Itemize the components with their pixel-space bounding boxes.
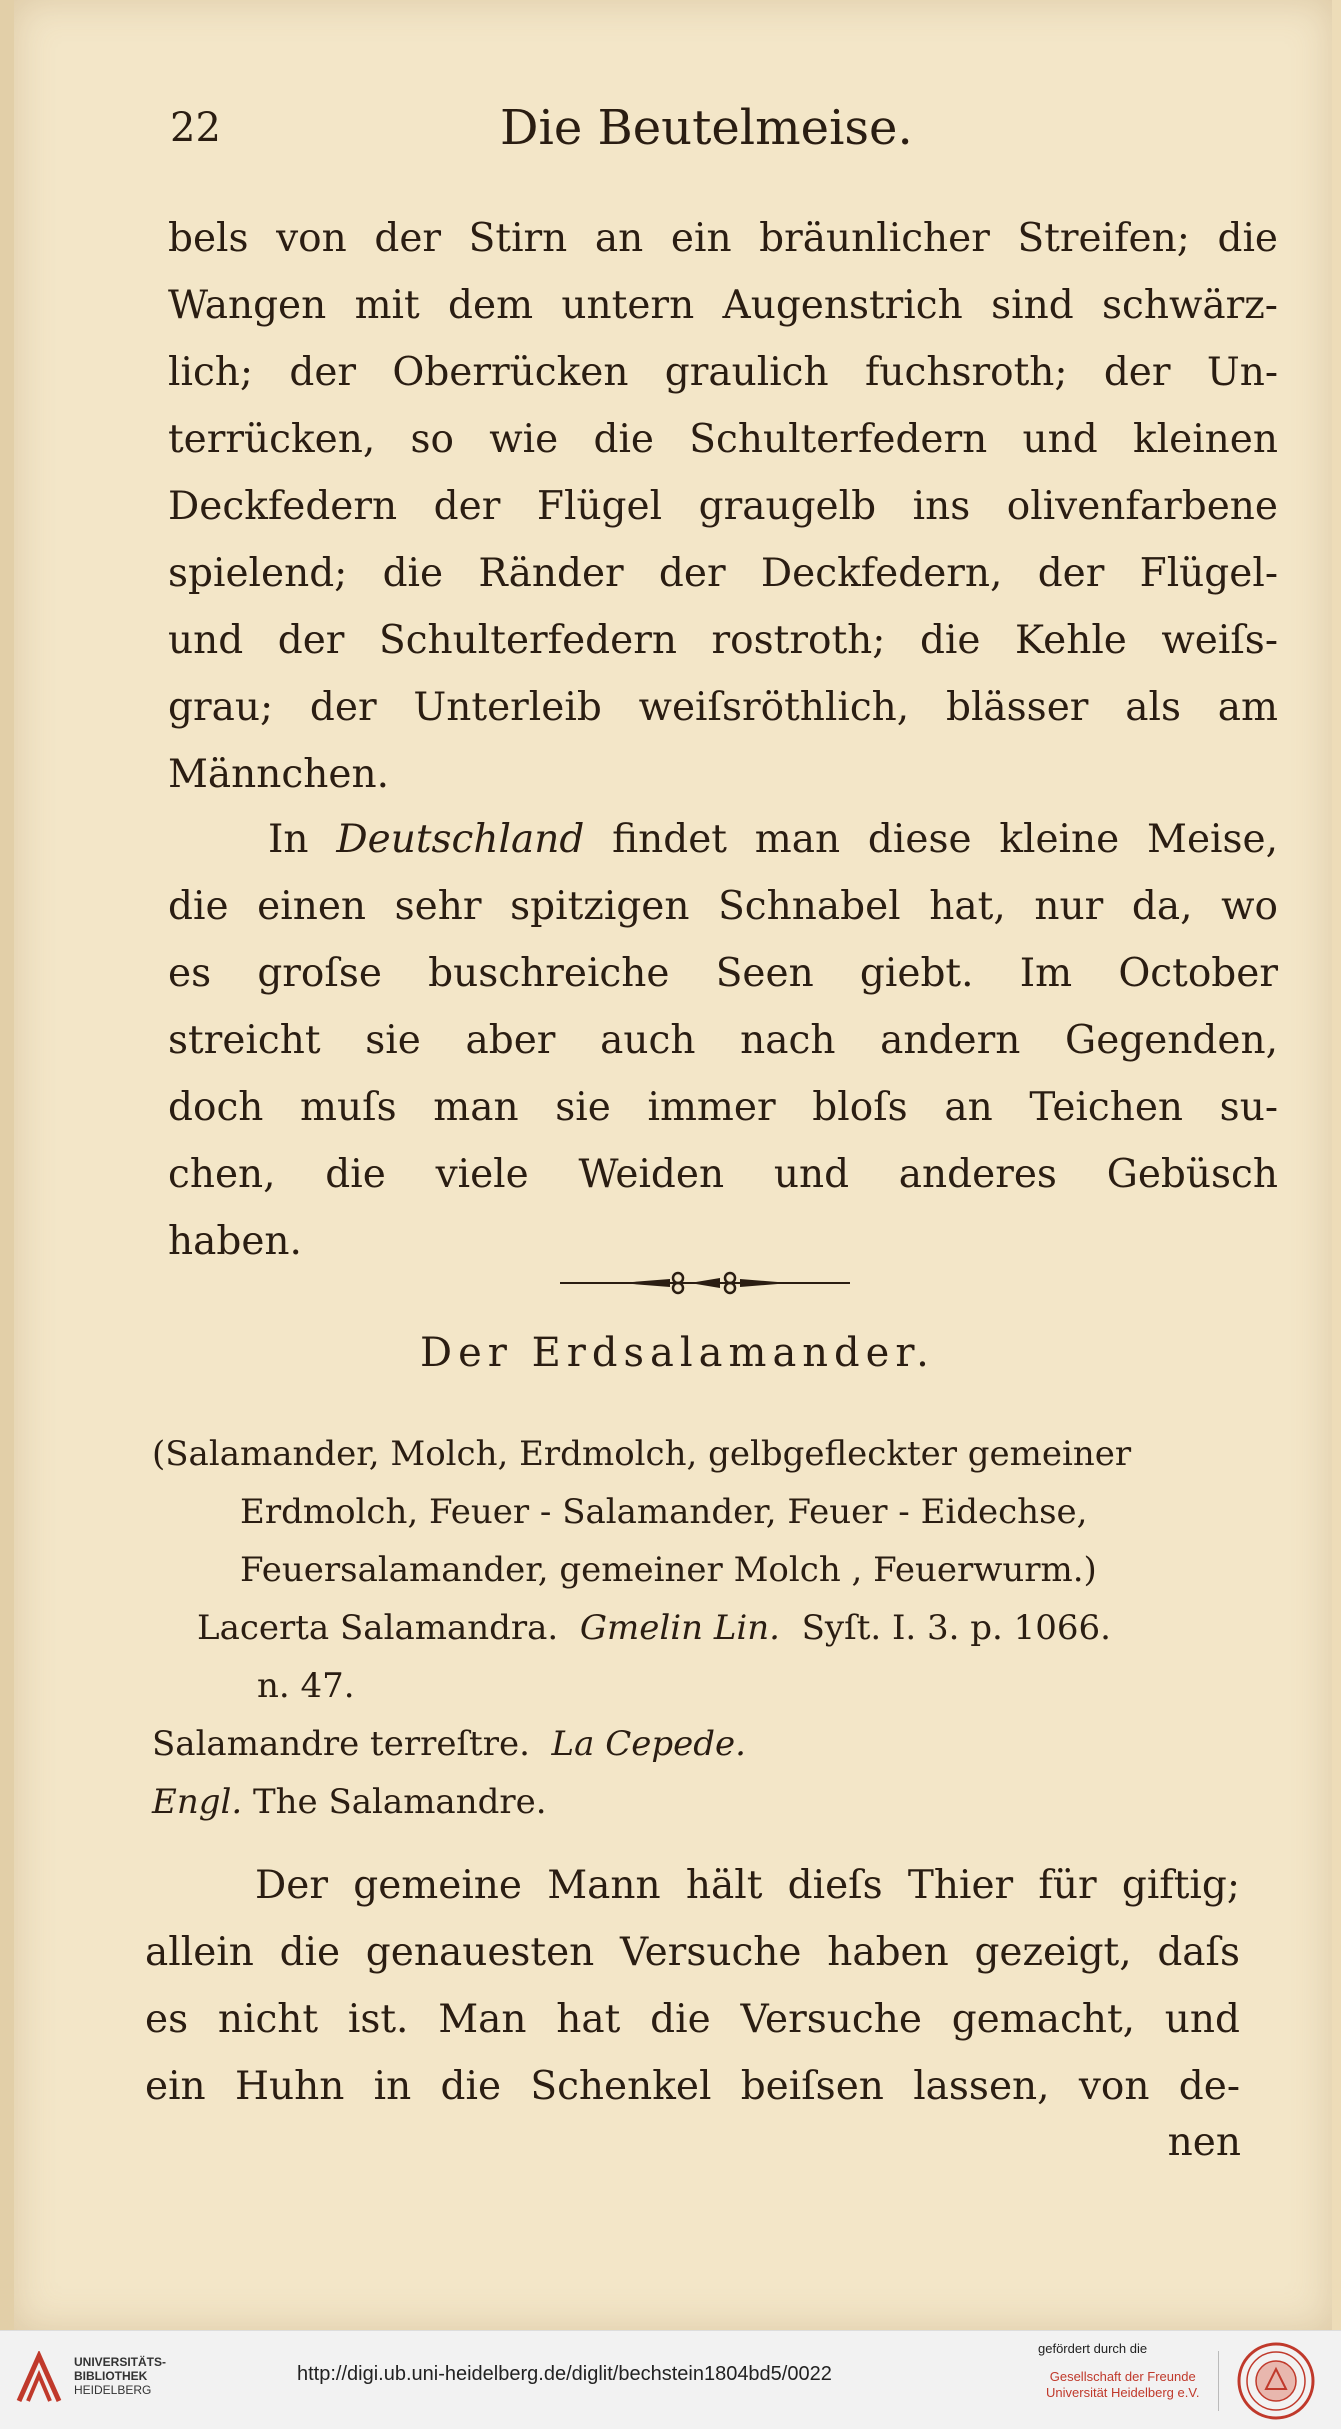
text-line: und der Schulterfedern rostroth; die Kehle weiſs- (168, 618, 1278, 663)
text-fragment: In (268, 817, 309, 862)
catchword: nen (1167, 2120, 1241, 2165)
text-line: Deckfedern der Flügel graugelb ins olivenfarbene (168, 484, 1278, 529)
library-logo-icon[interactable] (14, 2351, 64, 2407)
text-line: allein die genauesten Versuche haben gezeigt, daſs (145, 1930, 1240, 1975)
italic-author: Gmelin Lin. (579, 1608, 780, 1648)
text-line: Wangen mit dem untern Augenstrich sind schwärz- (168, 283, 1278, 328)
text-line (168, 806, 1278, 873)
text-line: streicht sie aber auch nach andern Gegenden, (168, 1018, 1278, 1063)
page-number: 22 (170, 105, 221, 151)
library-name-line: HEIDELBERG (74, 2383, 152, 2397)
italic-place-name: Deutschland (336, 817, 585, 862)
synonym-line: Erdmolch, Feuer - Salamander, Feuer - Eidechse, (240, 1492, 1088, 1532)
text-line: bels von der Stirn an ein bräunlicher Streifen; die (168, 216, 1278, 261)
text-fragment: Syſt. I. 3. p. 1066. (801, 1608, 1111, 1648)
reference-line (152, 1715, 1262, 1773)
synonyms-block (152, 1425, 1262, 1831)
reference-line: n. 47. (257, 1666, 355, 1706)
text-line: Männchen. (168, 752, 389, 797)
synonym-line: (Salamander, Molch, Erdmolch, gelbgefleckter gemeiner (152, 1434, 1132, 1474)
paragraph-1 (168, 205, 1278, 808)
section-title: Der Erdsalamander. (420, 1330, 935, 1376)
text-fragment: The Salamandre. (252, 1782, 547, 1822)
text-line: es nicht ist. Man hat die Versuche gemacht, und (145, 1997, 1240, 2042)
text-line: ein Huhn in die Schenkel beiſsen lassen, von de- (145, 2064, 1240, 2109)
library-name (74, 2355, 166, 2397)
text-line: die einen sehr spitzigen Schnabel hat, nur da, wo (168, 884, 1278, 929)
italic-author: La Cepede. (551, 1724, 746, 1764)
text-fragment: Lacerta Salamandra. (197, 1608, 559, 1648)
text-line: grau; der Unterleib weiſsröthlich, blässer als am (168, 685, 1278, 730)
text-line: terrücken, so wie die Schulterfedern und kleinen (168, 417, 1278, 462)
text-line: spielend; die Ränder der Deckfedern, der Flügel- (168, 551, 1278, 596)
reference-line (152, 1599, 1262, 1657)
running-head: Die Beutelmeise. (500, 100, 913, 156)
reference-line (152, 1773, 1262, 1831)
society-name[interactable] (1046, 2369, 1199, 2401)
text-line: lich; der Oberrücken graulich fuchsroth; der Un- (168, 350, 1278, 395)
synonym-line: Feuersalamander, gemeiner Molch , Feuerwurm.) (240, 1550, 1097, 1590)
ornament-divider (560, 1268, 850, 1298)
library-name-line: BIBLIOTHEK (74, 2369, 148, 2383)
text-line: es groſse buschreiche Seen giebt. Im October (168, 951, 1278, 996)
society-name-line: Universität Heidelberg e.V. (1046, 2385, 1200, 2400)
text-line: Der gemeine Mann hält dieſs Thier für giftig; (255, 1863, 1240, 1908)
footer-divider (1218, 2351, 1219, 2411)
university-seal-icon (1236, 2341, 1316, 2421)
paragraph-2 (168, 806, 1278, 1275)
italic-language: Engl. (152, 1782, 243, 1822)
text-line: chen, die viele Weiden und anderes Gebüsch (168, 1152, 1278, 1197)
society-name-line: Gesellschaft der Freunde (1049, 2369, 1196, 2384)
text-line: doch muſs man sie immer bloſs an Teichen su- (168, 1085, 1278, 1130)
text-line: haben. (168, 1219, 302, 1264)
text-fragment: Salamandre terreſtre. (152, 1724, 530, 1764)
digitization-footer (0, 2330, 1341, 2429)
paragraph-3 (145, 1852, 1240, 2120)
text-fragment: findet man diese kleine Meise, (612, 817, 1279, 862)
funded-by-label: gefördert durch die (1038, 2341, 1148, 2356)
library-name-line: UNIVERSITÄTS- (74, 2355, 167, 2369)
permalink-url[interactable]: http://digi.ub.uni-heidelberg.de/diglit/bechstein1804bd5/0022 (297, 2363, 832, 2385)
